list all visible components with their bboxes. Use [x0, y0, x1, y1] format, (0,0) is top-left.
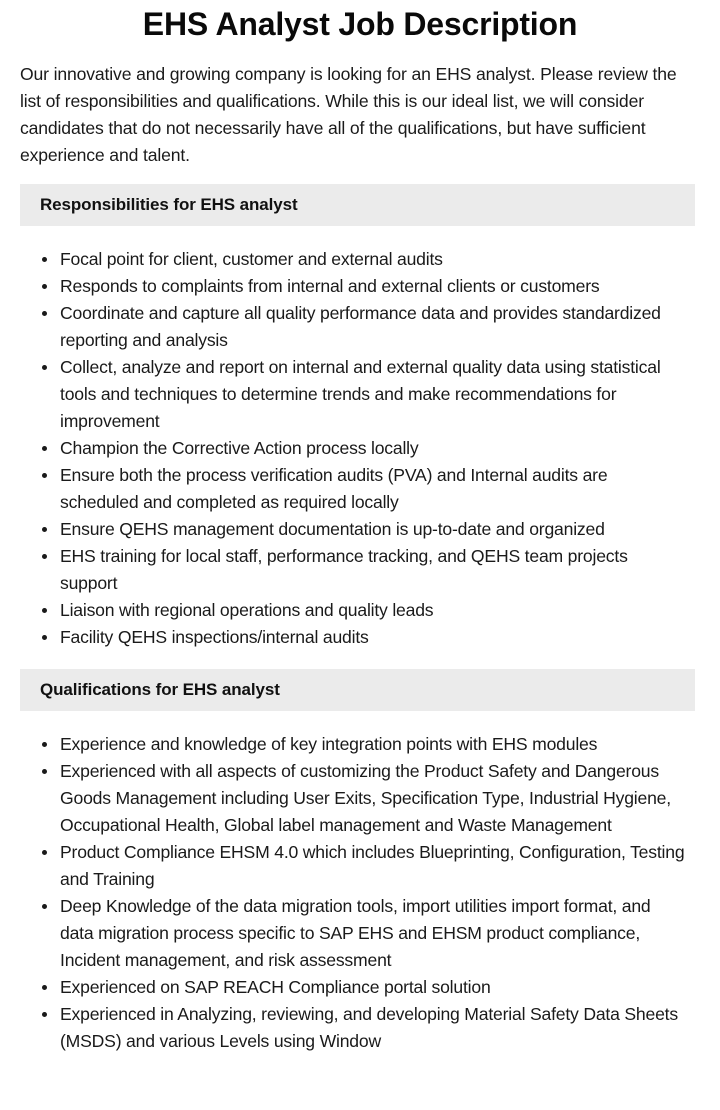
bullet-icon [42, 257, 47, 262]
bullet-icon [42, 635, 47, 640]
list-item: Responds to complaints from internal and external clients or customers [60, 273, 700, 300]
bullet-icon [42, 446, 47, 451]
list-item: Collect, analyze and report on internal and external quality data using statistical tools and techniques to determine trends and make recommendations for improvement [60, 354, 700, 435]
bullet-icon [42, 608, 47, 613]
list-item: Deep Knowledge of the data migration tools, import utilities import format, and data migration process specific to SAP EHS and EHSM product compliance, Incident management, and risk assessment [60, 893, 700, 974]
list-item: Experienced with all aspects of customizing the Product Safety and Dangerous Goods Management including User Exits, Specification Type, Industrial Hygiene, Occupational Health, Global label management and Waste Management [60, 758, 700, 839]
responsibilities-heading: Responsibilities for EHS analyst [40, 195, 298, 214]
page-title: EHS Analyst Job Description [142, 6, 578, 42]
bullet-icon [42, 985, 47, 990]
list-item: Experienced on SAP REACH Compliance portal solution [60, 974, 700, 1001]
intro-paragraph: Our innovative and growing company is looking for an EHS analyst. Please review the list of responsibilities and qualifications. While this is our ideal list, we will consider candidates that do not necessarily have all of the qualifications, but have sufficient experience and talent. [20, 64, 677, 165]
qualifications-section-header [20, 669, 695, 711]
list-item: Experience and knowledge of key integration points with EHS modules [60, 731, 700, 758]
bullet-icon [42, 311, 47, 316]
list-item: Focal point for client, customer and external audits [60, 246, 700, 273]
list-item: Liaison with regional operations and quality leads [60, 597, 700, 624]
responsibilities-section-header [20, 184, 695, 226]
bullet-icon [42, 850, 47, 855]
qualifications-list [20, 731, 700, 1055]
bullet-icon [42, 769, 47, 774]
responsibilities-list [20, 246, 700, 651]
list-item: Coordinate and capture all quality performance data and provides standardized reporting and analysis [60, 300, 700, 354]
list-item: Product Compliance EHSM 4.0 which includes Blueprinting, Configuration, Testing and Training [60, 839, 700, 893]
bullet-icon [42, 904, 47, 909]
bullet-icon [42, 742, 47, 747]
list-item: Champion the Corrective Action process locally [60, 435, 700, 462]
list-item: EHS training for local staff, performance tracking, and QEHS team projects support [60, 543, 700, 597]
bullet-icon [42, 473, 47, 478]
bullet-icon [42, 284, 47, 289]
qualifications-heading: Qualifications for EHS analyst [40, 680, 280, 699]
bullet-icon [42, 365, 47, 370]
list-item: Facility QEHS inspections/internal audits [60, 624, 700, 651]
list-item: Ensure QEHS management documentation is up-to-date and organized [60, 516, 700, 543]
bullet-icon [42, 1012, 47, 1017]
bullet-icon [42, 527, 47, 532]
bullet-icon [42, 554, 47, 559]
list-item: Experienced in Analyzing, reviewing, and developing Material Safety Data Sheets (MSDS) and various Levels using Window [60, 1001, 700, 1055]
list-item: Ensure both the process verification audits (PVA) and Internal audits are scheduled and completed as required locally [60, 462, 700, 516]
